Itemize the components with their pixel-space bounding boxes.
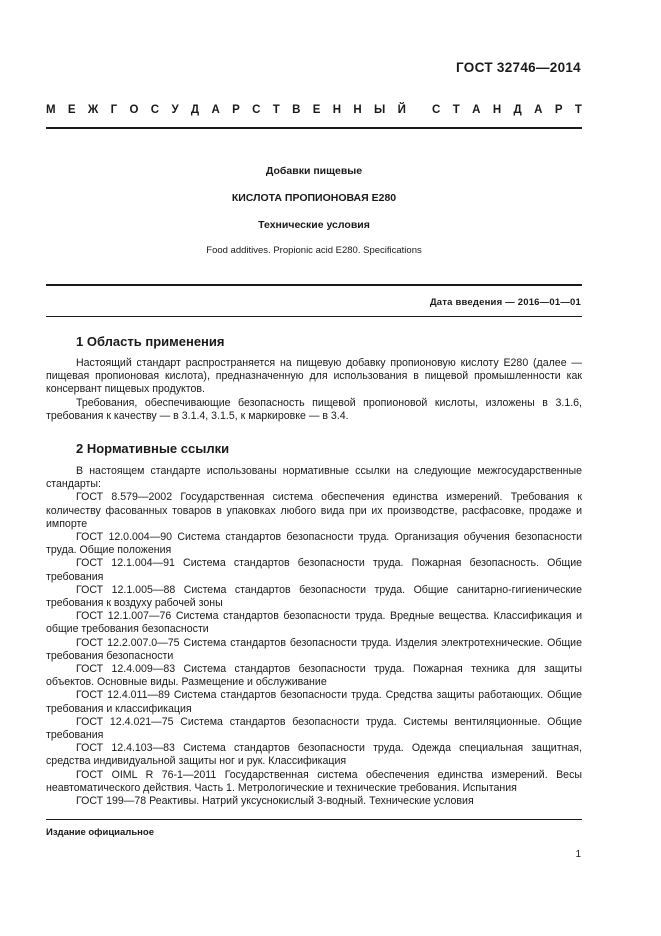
reference-item: ГОСТ 199—78 Реактивы. Натрий уксуснокислый 3-водный. Технические условия bbox=[76, 795, 474, 808]
reference-item: ГОСТ OIML R 76-1—2011 Государственная система обеспечения единства измерений. Весы неавтоматического действия. Часть 1. Метрологические и технические требования. Испытания bbox=[46, 768, 582, 794]
paragraph: Настоящий стандарт распространяется на пищевую добавку пропионовую кислоту Е280 (далее — пищевая пропионовая кислота), предназначенную для использования в пищевой промышленности как консервант пищевых продуктов. bbox=[46, 357, 582, 396]
document-code: ГОСТ 32746—2014 bbox=[456, 60, 581, 75]
date-divider bbox=[46, 316, 582, 317]
banner-letter: Е bbox=[67, 104, 76, 116]
top-divider bbox=[46, 127, 582, 129]
title-divider bbox=[46, 284, 582, 286]
banner-letter: Н bbox=[332, 104, 342, 116]
reference-item: ГОСТ 12.1.004—91 Система стандартов безопасности труда. Пожарная безопасность. Общие требования bbox=[46, 557, 582, 583]
document-subtitle: Технические условия bbox=[258, 219, 370, 231]
banner-word-interstate bbox=[46, 104, 406, 116]
banner-letter: О bbox=[129, 104, 139, 116]
banner-letter: Т bbox=[452, 104, 460, 116]
banner-letter: С bbox=[432, 104, 441, 116]
section-1-body bbox=[46, 357, 582, 423]
banner-letter: Д bbox=[513, 104, 522, 116]
reference-item: ГОСТ 12.1.007—76 Система стандартов безопасности труда. Вредные вещества. Классификация и общие требования безопасности bbox=[46, 610, 582, 636]
banner-letter: Н bbox=[353, 104, 362, 116]
banner-word-standard bbox=[432, 104, 582, 116]
reference-item: ГОСТ 12.2.007.0—75 Система стандартов безопасности труда. Изделия электротехнические. Общие требования безопасности bbox=[46, 636, 582, 662]
section-1-heading: 1 Область применения bbox=[76, 334, 225, 349]
banner-letter: Й bbox=[397, 104, 406, 116]
banner-letter: Е bbox=[312, 104, 321, 116]
banner-letter: С bbox=[252, 104, 261, 116]
banner-letter: Н bbox=[492, 104, 502, 116]
banner-letter: Ж bbox=[87, 104, 99, 116]
banner-letter: Р bbox=[554, 104, 563, 116]
reference-item: ГОСТ 12.4.009—83 Система стандартов безопасности труда. Пожарная техника для защиты объектов. Основные виды. Размещение и обслуживание bbox=[46, 663, 582, 689]
english-title: Food additives. Propionic acid E280. Specifications bbox=[206, 245, 422, 256]
reference-item: ГОСТ 12.0.004—90 Система стандартов безопасности труда. Организация обучения безопасности труда. Общие положения bbox=[46, 531, 582, 557]
banner-letter: В bbox=[292, 104, 301, 116]
paragraph: В настоящем стандарте использованы нормативные ссылки на следующие межгосударственные стандарты: bbox=[46, 465, 582, 491]
banner-letter: А bbox=[211, 104, 220, 116]
standard-banner bbox=[46, 104, 582, 116]
banner-letter: Ы bbox=[374, 104, 386, 116]
banner-letter: А bbox=[472, 104, 481, 116]
section-2-body bbox=[46, 465, 582, 808]
reference-item: ГОСТ 12.1.005—88 Система стандартов безопасности труда. Общие санитарно-гигиенические требования к воздуху рабочей зоны bbox=[46, 583, 582, 610]
reference-item: ГОСТ 12.4.021—75 Система стандартов безопасности труда. Системы вентиляционные. Общие требования bbox=[46, 715, 582, 742]
page-number: 1 bbox=[575, 849, 581, 860]
paragraph: Требования, обеспечивающие безопасность пищевой пропионовой кислоты, изложены в 3.1.6, требования к качеству — в 3.1.4, 3.1.5, к маркировке — в 3.4. bbox=[46, 396, 582, 422]
reference-item: ГОСТ 12.4.103—83 Система стандартов безопасности труда. Одежда специальная защитная, средства индивидуальной защиты ног и рук. Классификация bbox=[46, 742, 582, 768]
reference-item: ГОСТ 12.4.011—89 Система стандартов безопасности труда. Средства защиты работающих. Общие требования и классификация bbox=[46, 689, 582, 715]
section-2-heading: 2 Нормативные ссылки bbox=[76, 441, 230, 456]
introduction-date: Дата введения — 2016—01—01 bbox=[429, 297, 581, 308]
banner-letter: У bbox=[171, 104, 179, 116]
banner-letter: Т bbox=[574, 104, 582, 116]
banner-letter: Т bbox=[272, 104, 280, 116]
category-title: Добавки пищевые bbox=[265, 165, 363, 177]
banner-letter: Р bbox=[232, 104, 240, 116]
banner-letter: Г bbox=[110, 104, 118, 116]
product-title: КИСЛОТА ПРОПИОНОВАЯ Е280 bbox=[231, 192, 397, 204]
official-edition-note: Издание официальное bbox=[46, 827, 154, 838]
banner-letter: Д bbox=[190, 104, 200, 116]
reference-item: ГОСТ 8.579—2002 Государственная система обеспечения единства измерений. Требования к количеству фасованных товаров в упаковках любого вида при их производстве, расфасовке, продаже и импорте bbox=[46, 491, 582, 530]
banner-letter: А bbox=[534, 104, 543, 116]
banner-letter: С bbox=[150, 104, 160, 116]
footer-divider bbox=[46, 819, 582, 820]
banner-letter: М bbox=[46, 104, 56, 116]
